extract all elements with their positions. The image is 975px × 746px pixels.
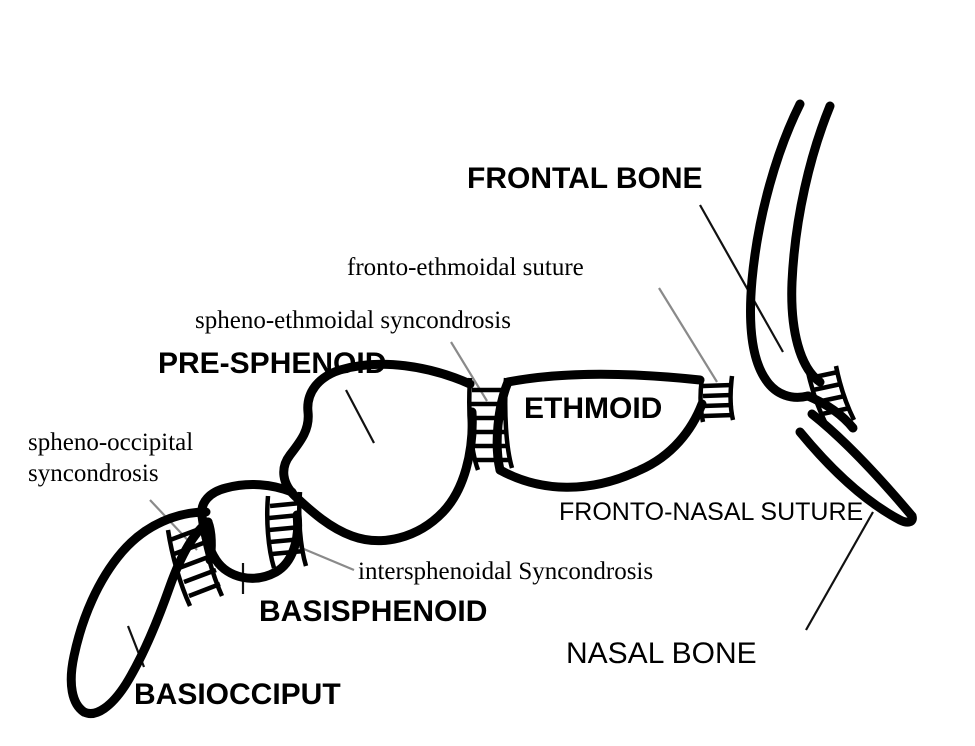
label-nasal-bone: NASAL BONE (566, 637, 757, 670)
ethmoid-outline-top (508, 374, 700, 382)
leader-fronto-ethmoidal-suture (659, 288, 717, 382)
label-frontal-bone: FRONTAL BONE (467, 162, 703, 195)
label-ethmoid: ETHMOID (524, 392, 663, 425)
label-pre-sphenoid: PRE-SPHENOID (158, 347, 387, 380)
label-spheno-ethmoidal-syncondrosis: spheno-ethmoidal syncondrosis (195, 307, 511, 334)
leader-intersphenoidal-syncondrosis (299, 547, 354, 570)
label-fronto-nasal-suture: FRONTO-NASAL SUTURE (559, 498, 864, 526)
leader-nasal-bone (806, 512, 873, 630)
leader-pre-sphenoid (346, 390, 374, 443)
label-spheno-occipital-syncondrosis: spheno-occipital syncondrosis (28, 429, 194, 487)
label-basiocciput: BASIOCCIPUT (134, 678, 341, 711)
leader-frontal-bone (700, 205, 783, 352)
bone-outlines (71, 104, 912, 714)
label-intersphenoidal-syncondrosis: intersphenoidal Syncondrosis (358, 558, 654, 585)
basisphenoid-outline (202, 485, 298, 579)
label-basisphenoid: BASISPHENOID (259, 595, 488, 628)
pre-sphenoid-outline (284, 364, 473, 540)
label-fronto-ethmoidal-suture: fronto-ethmoidal suture (347, 254, 584, 281)
frontal-bone-outline-inner (792, 106, 830, 382)
fronto-ethmoidal-suture-hatch (701, 376, 734, 422)
